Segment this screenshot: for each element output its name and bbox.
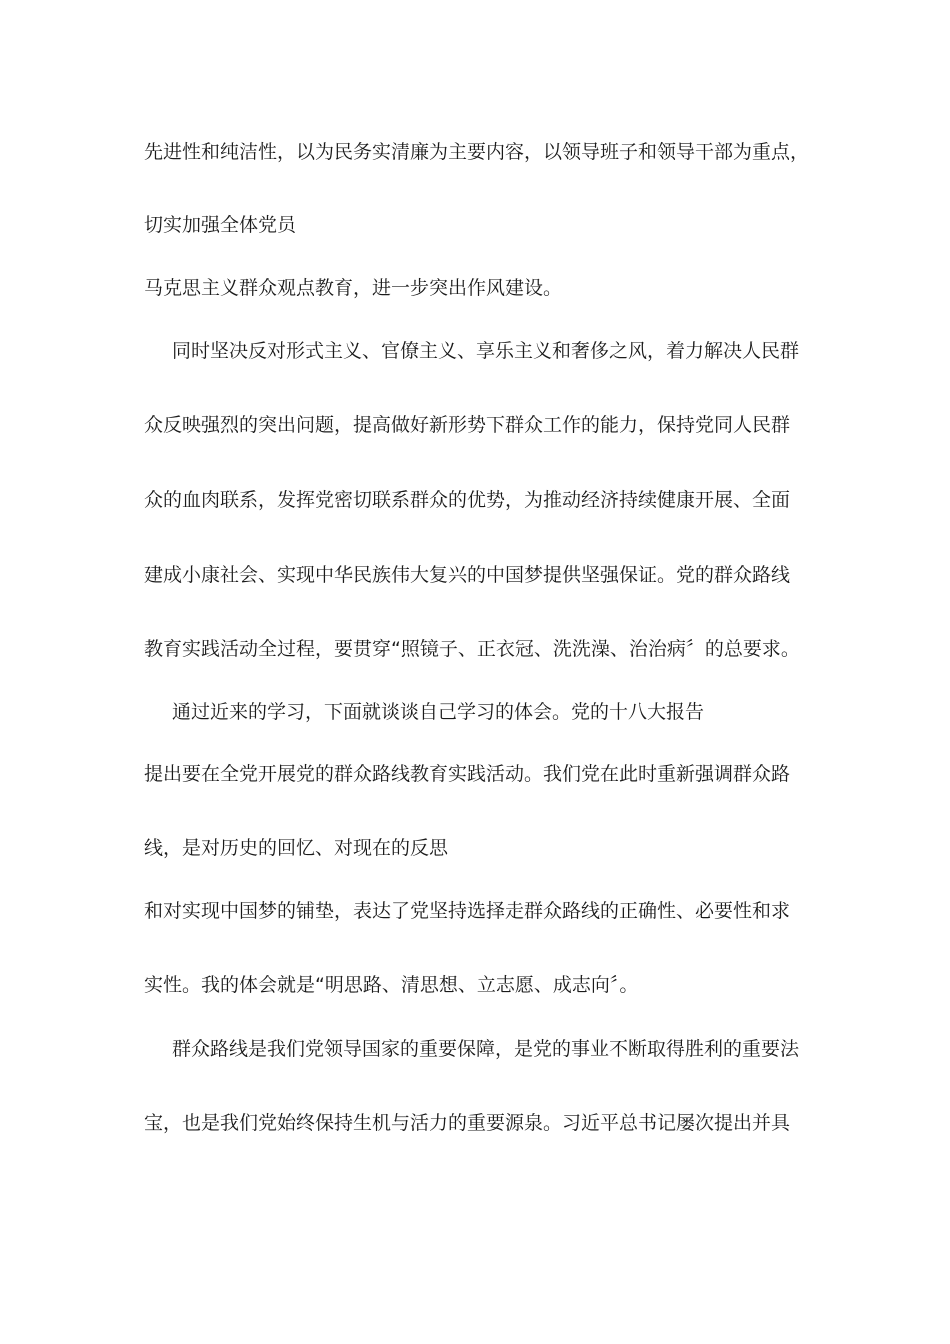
text-line: 建成小康社会、实现中华民族伟大复兴的中国梦提供坚强保证。党的群众路线 [144, 564, 791, 586]
text-line: 切实加强全体党员 [144, 214, 297, 236]
paragraph-first-line: 通过近来的学习，下面就谈谈自己学习的体会。党的十八大报告 [172, 701, 705, 723]
text-line: 先进性和纯洁性，以为民务实清廉为主要内容，以领导班子和领导干部为重点， [144, 141, 810, 163]
text-line: 教育实践活动全过程，要贯穿“照镜子、正衣冠、洗洗澡、治治病〞的总要求。 [144, 638, 800, 660]
paragraph-first-line: 群众路线是我们党领导国家的重要保障，是党的事业不断取得胜利的重要法 [172, 1038, 800, 1060]
text-line: 众的血肉联系，发挥党密切联系群众的优势，为推动经济持续健康开展、全面 [144, 489, 791, 511]
text-line: 实性。我的体会就是“明思路、清思想、立志愿、成志向〞。 [144, 974, 639, 996]
paragraph-first-line: 同时坚决反对形式主义、官僚主义、享乐主义和奢侈之风，着力解决人民群 [172, 340, 800, 362]
text-line: 马克思主义群众观点教育，进一步突出作风建设。 [144, 277, 563, 299]
text-line: 众反映强烈的突出问题，提高做好新形势下群众工作的能力，保持党同人民群 [144, 414, 791, 436]
text-line: 线，是对历史的回忆、对现在的反思 [144, 837, 449, 859]
text-line: 宝，也是我们党始终保持生机与活力的重要源泉。习近平总书记屡次提出并具 [144, 1112, 791, 1134]
text-line: 和对实现中国梦的铺垫，表达了党坚持选择走群众路线的正确性、必要性和求 [144, 900, 791, 922]
text-line: 提出要在全党开展党的群众路线教育实践活动。我们党在此时重新强调群众路 [144, 763, 791, 785]
